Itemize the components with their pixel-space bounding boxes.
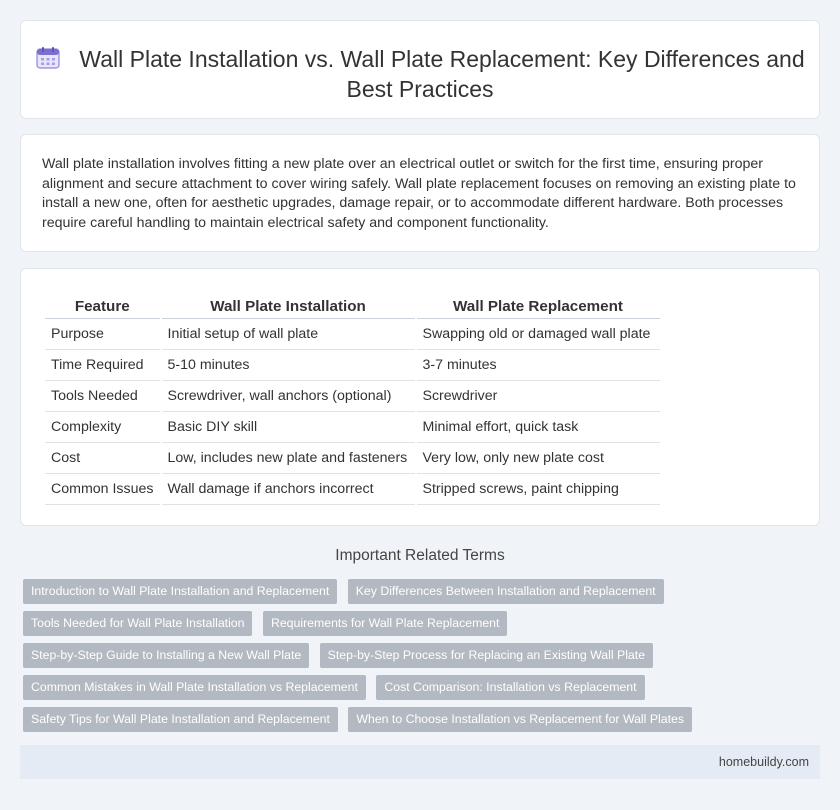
table-row — [45, 381, 660, 412]
related-tag[interactable]: Common Mistakes in Wall Plate Installation vs Replacement — [23, 675, 366, 700]
comparison-table — [43, 295, 662, 505]
calendar-icon — [35, 46, 61, 70]
related-tag[interactable]: Step-by-Step Process for Replacing an Existing Wall Plate — [320, 643, 653, 668]
table-row — [45, 350, 660, 381]
related-tag[interactable]: Step-by-Step Guide to Installing a New Wall Plate — [23, 643, 309, 668]
table-header-row — [45, 295, 660, 319]
footer-bar — [20, 745, 820, 779]
related-tag[interactable]: Tools Needed for Wall Plate Installation — [23, 611, 252, 636]
intro-card — [20, 134, 820, 252]
cell-feature: Cost — [45, 443, 160, 474]
header-card — [20, 20, 820, 119]
cell-replacement: Very low, only new plate cost — [417, 443, 660, 474]
table-row — [45, 319, 660, 350]
related-terms-title: Important Related Terms — [335, 547, 505, 564]
footer-site-link[interactable]: homebuildy.com — [718, 755, 809, 769]
cell-installation: Basic DIY skill — [162, 412, 415, 443]
related-tag[interactable]: Requirements for Wall Plate Replacement — [263, 611, 508, 636]
table-row — [45, 443, 660, 474]
cell-replacement: Stripped screws, paint chipping — [417, 474, 660, 505]
cell-feature: Common Issues — [45, 474, 160, 505]
cell-feature: Tools Needed — [45, 381, 160, 412]
header-installation: Wall Plate Installation — [162, 295, 415, 319]
page-title-wrap — [21, 44, 819, 104]
header-feature: Feature — [45, 295, 160, 319]
table-row — [45, 474, 660, 505]
related-terms-tags — [23, 579, 803, 739]
cell-installation: Screwdriver, wall anchors (optional) — [162, 381, 415, 412]
comparison-card — [20, 268, 820, 526]
cell-replacement: Minimal effort, quick task — [417, 412, 660, 443]
cell-feature: Complexity — [45, 412, 160, 443]
cell-installation: 5-10 minutes — [162, 350, 415, 381]
cell-installation: Initial setup of wall plate — [162, 319, 415, 350]
cell-replacement: 3-7 minutes — [417, 350, 660, 381]
cell-replacement: Swapping old or damaged wall plate — [417, 319, 660, 350]
cell-feature: Purpose — [45, 319, 160, 350]
related-tag[interactable]: Safety Tips for Wall Plate Installation and Replacement — [23, 707, 338, 732]
cell-feature: Time Required — [45, 350, 160, 381]
cell-replacement: Screwdriver — [417, 381, 660, 412]
related-tag[interactable]: Introduction to Wall Plate Installation and Replacement — [23, 579, 337, 604]
cell-installation: Low, includes new plate and fasteners — [162, 443, 415, 474]
related-tag[interactable]: When to Choose Installation vs Replacement for Wall Plates — [348, 707, 692, 732]
table-row — [45, 412, 660, 443]
related-tag[interactable]: Cost Comparison: Installation vs Replacement — [376, 675, 644, 700]
cell-installation: Wall damage if anchors incorrect — [162, 474, 415, 505]
page-title: Wall Plate Installation vs. Wall Plate Replacement: Key Differences and Best Practices — [79, 46, 805, 102]
related-tag[interactable]: Key Differences Between Installation and Replacement — [348, 579, 664, 604]
intro-paragraph: Wall plate installation involves fitting a new plate over an electrical outlet or switch for the first time, ensuring proper alignment and secure attachment to cover wiring safely. Wall plate replacement focuses on removing an existing plate to install a new one, often for aesthetic upgrades, damage repair, or to accommodate different hardware. Both processes require careful handling to maintain electrical safety and component functionality. — [42, 156, 796, 231]
header-replacement: Wall Plate Replacement — [417, 295, 660, 319]
